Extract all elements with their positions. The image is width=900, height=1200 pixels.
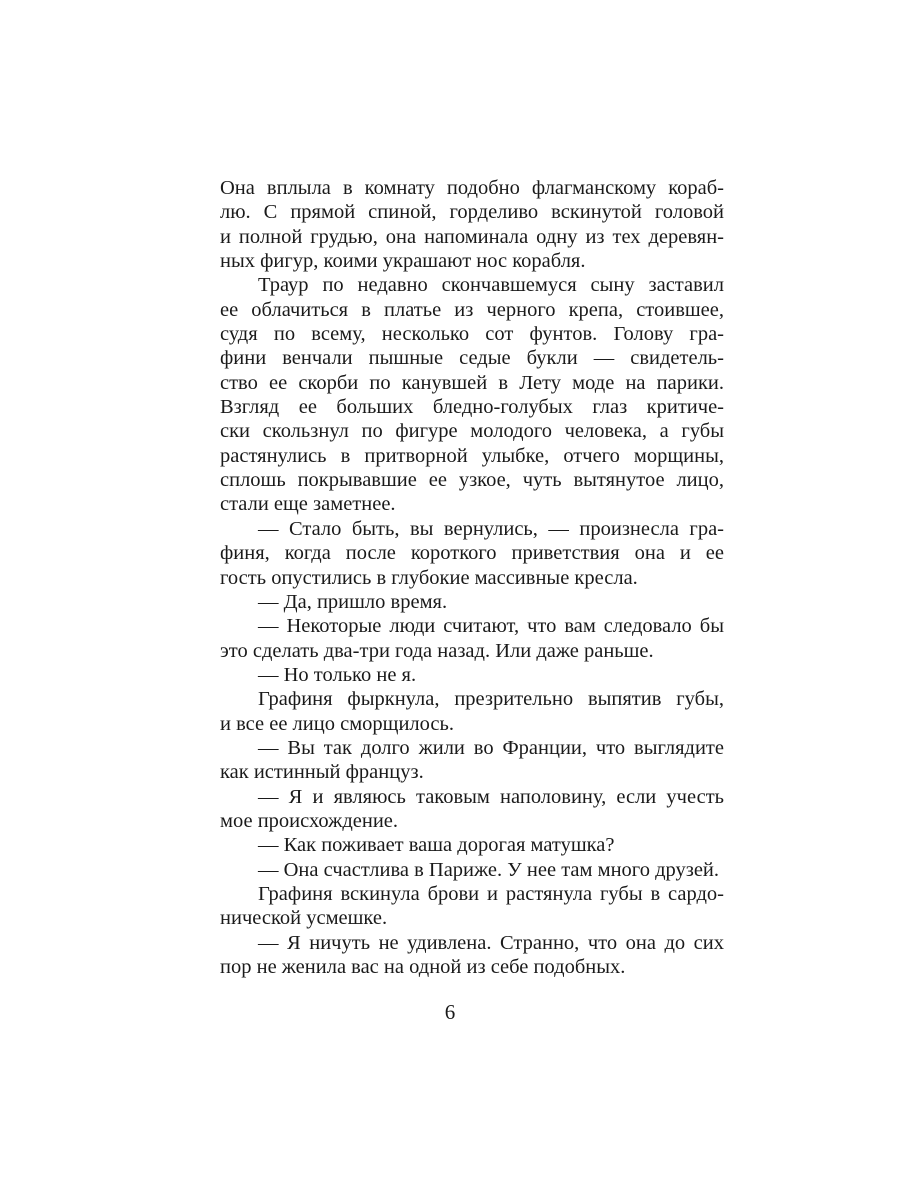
- paragraph: [220, 687, 724, 736]
- paragraph: [220, 517, 724, 590]
- page-number: 6: [444, 1000, 456, 1024]
- text-line: — Я ничуть не удивлена. Странно, что она до сих: [258, 931, 724, 954]
- text-line: — Стало быть, вы вернулись, — произнесла гра-: [258, 517, 724, 540]
- text-line: ее облачиться в платье из черного крепа, стоившее,: [220, 298, 724, 321]
- text-line: — Да, пришло время.: [258, 590, 448, 613]
- paragraph: [220, 858, 724, 882]
- text-line: судя по всему, несколько сот фунтов. Голову гра-: [220, 323, 724, 346]
- text-line: фини венчали пышные седые букли — свидетель-: [220, 347, 724, 370]
- text-line: — Но только не я.: [258, 663, 417, 686]
- text-line: ство ее скорби по канувшей в Лету моде на парики.: [220, 371, 724, 394]
- text-line: сплошь покрывавшие ее узкое, чуть вытянутое лицо,: [220, 469, 724, 492]
- text-line: Она вплыла в комнату подобно флагманскому кораб-: [220, 177, 724, 199]
- text-line: это сделать два-три года назад. Или даже раньше.: [220, 639, 654, 662]
- paragraph: [220, 785, 724, 834]
- text-line: как истинный француз.: [220, 761, 424, 784]
- text-line: — Вы так долго жили во Франции, что выглядите: [258, 736, 724, 759]
- text-line: Графиня фыркнула, презрительно выпятив губы,: [258, 688, 724, 711]
- paragraph: [220, 614, 724, 663]
- paragraph: [220, 590, 724, 614]
- text-line: и полной грудью, она напоминала одну из тех деревян-: [220, 225, 724, 248]
- text-line: финя, когда после короткого приветствия она и ее: [220, 542, 724, 565]
- text-line: Траур по недавно скончавшемуся сыну заставил: [258, 274, 724, 297]
- text-line: Взгляд ее больших бледно-голубых глаз критиче-: [220, 396, 724, 419]
- text-line: пор не женила вас на одной из себе подобных.: [220, 956, 626, 978]
- text-line: Графиня вскинула брови и растянула губы в сардо-: [258, 882, 724, 905]
- text-line: лю. С прямой спиной, горделиво вскинутой головой: [220, 201, 724, 224]
- text-line: — Некоторые люди считают, что вам следовало бы: [258, 615, 724, 638]
- text-line: ных фигур, коими украшают нос корабля.: [220, 250, 586, 273]
- paragraph: [220, 273, 724, 516]
- paragraph: [220, 176, 724, 273]
- text-line: мое происхождение.: [220, 809, 399, 832]
- text-line: и все ее лицо сморщилось.: [220, 712, 454, 735]
- paragraph: [220, 663, 724, 687]
- paragraph: [220, 931, 724, 980]
- text-line: растянулись в притворной улыбке, отчего морщины,: [220, 444, 724, 467]
- paragraph: [220, 833, 724, 857]
- text-line: гость опустились в глубокие массивные кресла.: [220, 566, 638, 589]
- text-line: — Как поживает ваша дорогая матушка?: [258, 834, 615, 857]
- text-line: нической усмешке.: [220, 907, 388, 930]
- text-line: стали еще заметнее.: [220, 493, 396, 516]
- body-text: [220, 176, 724, 979]
- text-line: — Она счастлива в Париже. У нее там много друзей.: [258, 858, 720, 881]
- paragraph: [220, 882, 724, 931]
- text-line: ски скользнул по фигуре молодого человека, а губы: [220, 420, 724, 443]
- text-line: — Я и являюсь таковым наполовину, если учесть: [258, 785, 724, 808]
- paragraph: [220, 736, 724, 785]
